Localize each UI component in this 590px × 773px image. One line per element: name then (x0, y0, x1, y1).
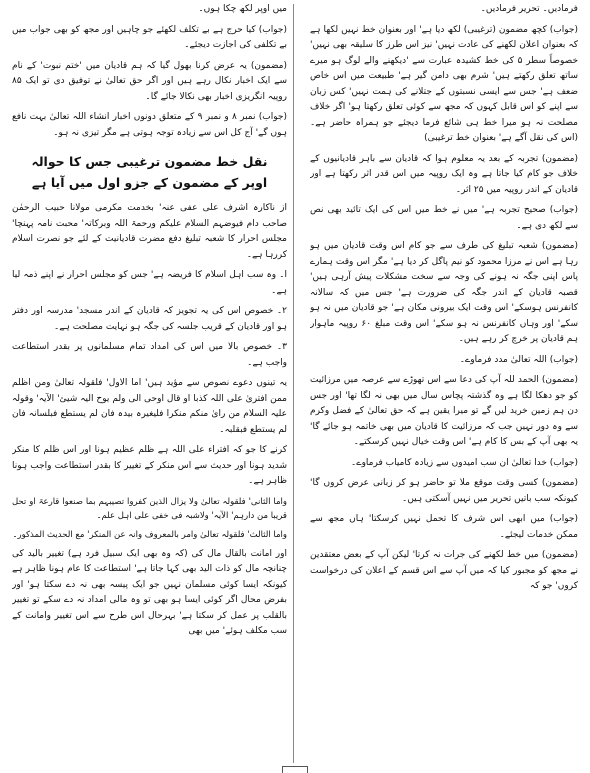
right-top-line: فرمادیں۔ تحریر فرمادیں۔ (480, 4, 578, 14)
letter-paragraph: از ناکارہ اشرف علی عفی عنہ' بخدمت مکرمی مولانا حبیب الرحمٰن صاحب دام فیوضہم السلام علیکم ورحمۃ اللہ وبرکاتہ' محبت نامہ پہنچا' مجلس احرار کا شعبہ تبلیغ دفع مضرت قادیانیت کے لئے جو نصرت اسلام کررہا ہے۔ (12, 203, 287, 260)
right-paragraph: (جواب) خدا تعالیٰ ان سب امیدوں سے زیادہ کامیاب فرماوے۔ (351, 457, 578, 468)
heading-line-1: نقل خط مضمون ترغیبی جس کا حوالہ (31, 154, 268, 169)
letter-paragraph: اور امانت بالقال مال کی (کہ وہ بھی ایک سبیل فرد ہے) تغییر بالید کی چنانچہ مال کو ذات الید بھی کہا جاتا ہے' استطاعت کا عام ہونا ظاہر ہے کیونکہ ایسا کوئی مسلمان نہیں جو ایک پیسہ بھی نہ دے سکتا ہو' اور بفرض محال اگر کوئی ایسا ہو بھی تو وہ مالی امداد نہ دے سکے تو تغییر بالقلب پر عمل کر سکتا ہے' بہرحال اس طرح سے اس تغییر وامانت کے سب مکلف ہوئے' میں بھی (12, 548, 287, 636)
right-paragraph: (جواب) کچھ مضمون (ترغیبی) لکھ دیا ہے' اور بعنوان خط نہیں لکھا ہے کہ بعنوان اعلان لکھنے کی عادت نہیں' نیز اس طرز کا سلیقہ بھی نہیں' خصوصاً سطر ۵ کی خط کشیدہ عبارت سے 'دیکھنے والے لوگ ہو میرے ساتھ تعلق رکھتے ہیں' شرم بھی دامن گیر ہے' طبیعت میں اس خاص ضعف ہے' جس سے ایسی نسبتوں کے جتلانے کی ہمت نہیں' کس زبان سے اپنے کو اس قابل کہوں کہ مجھ سے کوئی تعلق رکھتا ہو' اگر خلاف مصلحت نہ ہو میرا خط ہی شائع فرما دیجئے جو ہمراہ حاضر ہے۔ (اس کی نقل آگے ہے' بعنوان خط ترغیبی) (310, 24, 578, 143)
letter-paragraph: ۳۔ خصوص بالا میں اس کی امداد تمام مسلمانوں پر بقدر استطاعت واجب ہے۔ (12, 342, 287, 368)
letter-heading (12, 151, 287, 193)
right-paragraph: (مضمون) کسی وقت موقع ملا تو حاضر ہو کر زبانی عرض کروں گا' کیونکہ سب باتیں تحریر میں نہیں آسکتی ہیں۔ (310, 478, 578, 504)
page-footer-mark (282, 766, 308, 773)
left-paragraph: (مضمون) یہ عرض کرنا بھول گیا کہ ہم قادیان میں 'ختم نبوت' کے نام سے ایک اخبار نکال رہے ہیں اور اگر حق تعالیٰ نے توفیق دی تو ایک ۸۵ روپیہ انگریزی اخبار بھی نکالا جائے گا۔ (12, 60, 287, 102)
letter-paragraph: کرنے کا جو کہ افتراء علی اللہ ہے ظلم عظیم ہونا اور اس ظلم کا منکر شدید ہونا اور حدیث سے اس منکر کے تغییر کا بقدر استطاعت واجب ہونا ظاہر ہے۔ (12, 445, 287, 486)
right-paragraph: (جواب) اللہ تعالیٰ مدد فرماوے۔ (459, 354, 578, 365)
column-divider (293, 4, 294, 763)
left-paragraph: (جواب) کیا حرج ہے بے تکلف لکھئے جو چاہیں اور مجھ کو بھی جواب میں بے تکلفی کی اجازت دیجئے۔ (12, 24, 287, 50)
letter-paragraph: یہ تینوں دعوے نصوص سے مؤید ہیں' اما الاول' فلقولہ تعالیٰ ومن اظلم ممن افتریٰ علی اللہ کذبا او قال اوحی الی ولم یوح الیہ شیئ' الآیہ' وقولہ علیہ السلام من رایٰ منکم منکرا فلیغیرہ بیدہ فان لم یستطع فبلسانہ فان لم یستطع فبقلبہ۔ (12, 378, 287, 435)
letter-paragraph: ۲۔ خصوص اس کی یہ تجویز کہ قادیان کے اندر مسجد' مدرسہ اور دفتر ہو اور قادیان کے قریب جلسہ کی جگہ ہو نہایت مصلحت ہے۔ (12, 306, 287, 332)
left-paragraph: (جواب) نمبر ۸ و نمبر ۹ کے متعلق دونوں اخبار انشاء اللہ تعالیٰ بہت نافع ہوں گے' آج کل اس سے زیادہ توجہ ہوتی ہے مگر تیزی نہ ہو۔ (12, 112, 287, 138)
right-paragraph: (جواب) صحیح تجربہ ہے' میں نے خط میں اس کی ایک تائید بھی نص سے لکھ دی ہے۔ (310, 205, 578, 231)
left-column (12, 2, 287, 765)
right-paragraph: (جواب) میں ابھی اس شرف کا تحمل نہیں کرسکتا' ہاں مجھ سے ممکن خدمات لیجئے۔ (310, 514, 578, 540)
left-top-line: میں اوپر لکھ چکا ہوں۔ (198, 4, 287, 14)
arabic-quote: واما الثانی' فلقولہ تعالیٰ ولا یزال الذین کفروا تصیبہم بما صنعوا قارعۃ او تحل قریبا من دارہم' الآیہ' ولاشبہ فی خفی علی اہل علم۔ (12, 496, 287, 521)
letter-paragraph: ا۔ وہ سب اہل اسلام کا فریضہ ہے' جس کو مجلس احرار نے اپنے ذمہ لیا ہے۔ (12, 270, 287, 296)
right-paragraph: (مضمون) میں خط لکھنے کی جرات نہ کرتا' لیکن آپ کے بعض معتقدین نے مجھ کو مجبور کیا کہ میں آپ سے اس قسم کے اعلان کی درخواست کروں' جو کہ (310, 550, 578, 591)
right-column (310, 2, 578, 765)
right-paragraph: (مضمون) الحمد للہ آپ کی دعا سے اس تھوڑے سے عرصہ میں مرزائیت کو جو دھکا لگا ہے وہ گذشتہ پچاس سال میں بھی نہ لگا تھا' اور جس دن ہم زمین خرید لیں گے تو میرا یقین ہے کہ حق تعالیٰ کے فضل وکرم سے وہ دور نہیں جب کہ مرزائیت کا قادیان میں بھی خاتمہ ہو جائے گا' یہ بھی آپ کے بس کا کام ہے' اس وقت خیال نہیں کرسکتے۔ (310, 375, 578, 447)
right-paragraph: (مضمون) شعبہ تبلیغ کی طرف سے جو کام اس وقت قادیان میں ہو رہا ہے اس نے مرزا محمود کو نیم پاگل کر دیا ہے' مگر اس وقت ہمارے پاس اپنی جگہ نہ ہونے کی وجہ سے سخت مشکلات پیش آرہی ہیں' قصبہ قادیان کے اندر جگہ کی ضرورت ہے' جس میں کہ سالانہ کانفرنس ہوسکے' اس وقت ایک بیرونی مکان ہے' جو قادیان میں نہ ہو سکے' اور وہاں کانفرنس نہ ہو سکے' اس وقت مبلغ ۶۰ روپیہ ماہوار ہم قادیان پر خرچ کر رہے ہیں۔ (310, 241, 578, 344)
heading-line-2: اوپر کے مضمون کے جزو اول میں آیا ہے (31, 175, 268, 190)
arabic-quote: واما الثالث' فلقولہ تعالیٰ وامر بالمعروف وانہ عن المنکر' مع الحدیث المذکور۔ (12, 529, 287, 540)
right-paragraph: (مضمون) تجربہ کے بعد یہ معلوم ہوا کہ قادیان سے باہر قادیانیوں کے خلاف جو کام کیا جاتا ہے وہ ایک روپیہ میں اس قدر اثر رکھتا ہے اور قادیان کے اندر روپیہ میں ۲۵ اثر۔ (310, 153, 578, 195)
